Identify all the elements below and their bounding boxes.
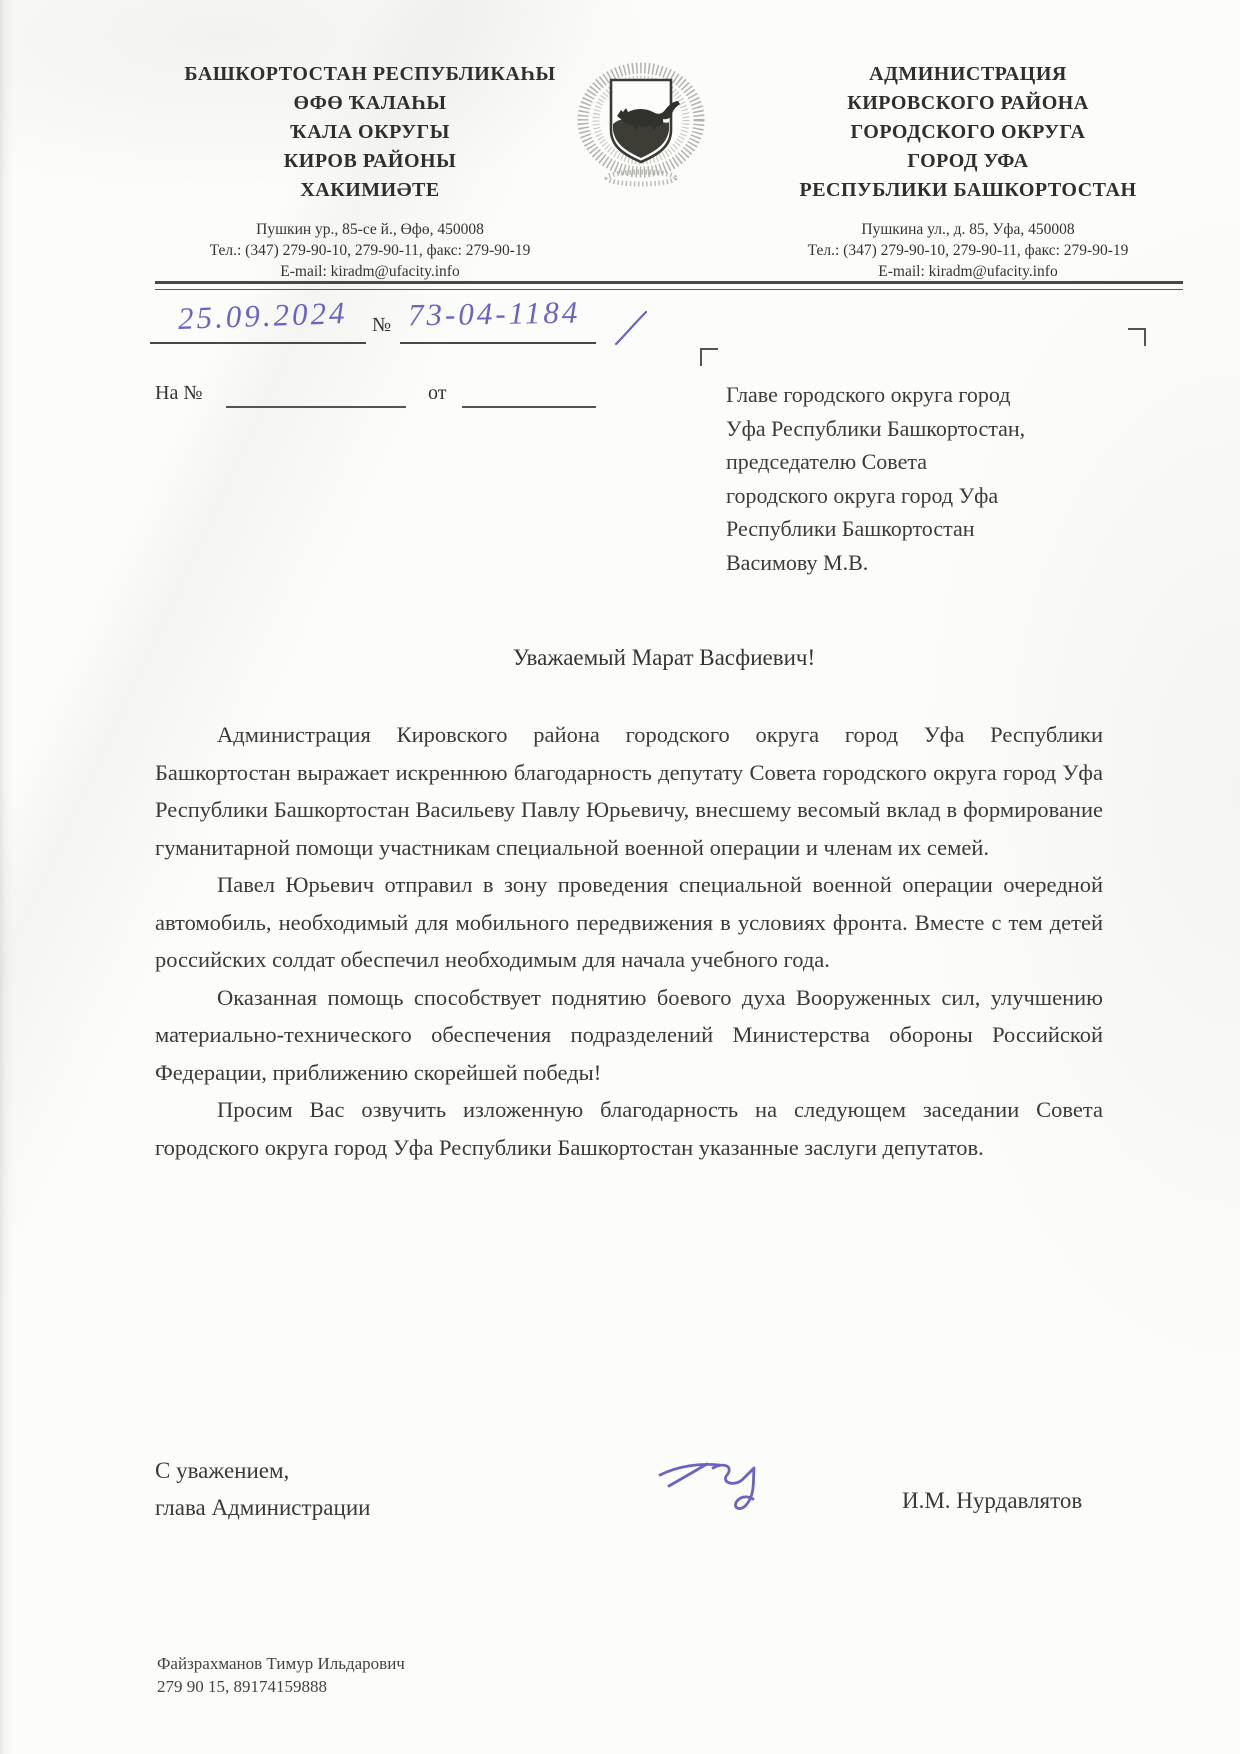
addressee-line: городского округа город Уфа xyxy=(726,482,999,508)
letterhead-divider-rule xyxy=(155,281,1183,284)
email-line: E-mail: kiradm@ufacity.info xyxy=(878,263,1058,280)
letterhead-right-org xyxy=(733,60,1203,205)
signature-handwriting xyxy=(655,1448,773,1520)
org-line: КИРОВСКОГО РАЙОНА xyxy=(847,92,1089,114)
letterhead-right-contacts xyxy=(733,219,1203,282)
coat-of-arms-emblem xyxy=(560,58,722,192)
addressee-block xyxy=(726,378,1106,579)
letterhead-right xyxy=(733,60,1203,282)
org-line: ХАКИМИӘТЕ xyxy=(300,179,440,201)
corner-mark-left xyxy=(700,348,718,366)
outgoing-number-handwritten: 73-04-1184 xyxy=(407,294,581,333)
pen-mark xyxy=(610,308,652,350)
letterhead-left-contacts xyxy=(135,219,605,282)
org-line: ҠАЛА ОКРУГЫ xyxy=(290,121,450,143)
org-line: БАШКОРТОСТАН РЕСПУБЛИКАҺЫ xyxy=(184,63,556,85)
phone-line: Тел.: (347) 279-90-10, 279-90-11, факс: 279-90-19 xyxy=(209,242,531,259)
addressee-line: Васимову М.В. xyxy=(726,549,869,575)
reply-date-underline xyxy=(462,406,596,408)
outgoing-date-handwritten: 25.09.2024 xyxy=(177,295,349,336)
body-paragraph: Администрация Кировского района городского округа город Уфа Республики Башкортостан выражает искреннюю благодарность депутату Совета городского округа город Уфа Республики Башкортостан Васильеву Павлу Юрьевичу, внесшему весомый вклад в формирование гуманитарной помощи участникам специальной военной операции и членам их семей. xyxy=(155,722,1103,860)
letterhead-left-org xyxy=(135,60,605,205)
org-line: ГОРОДСКОГО ОКРУГА xyxy=(850,121,1086,143)
executor-phones: 279 90 15, 89174159888 xyxy=(157,1677,327,1696)
body-paragraph: Оказанная помощь способствует поднятию боевого духа Вооруженных сил, улучшению материально-технического обеспечения подразделений Министерства обороны Российской Федерации, приближению скорейшей победы! xyxy=(155,984,1103,1085)
address-line: Пушкин ур., 85-се й., Өфө, 450008 xyxy=(256,221,484,238)
number-underline xyxy=(400,342,596,344)
letterhead-divider-rule-thin xyxy=(155,289,1183,290)
reply-number-underline xyxy=(226,406,406,408)
org-line: ӨФӨ ҠАЛАҺЫ xyxy=(293,92,447,114)
addressee-line: председателю Совета xyxy=(726,449,927,474)
executor-name: Файзрахманов Тимур Ильдарович xyxy=(157,1654,405,1673)
addressee-line: Республики Башкортостан xyxy=(726,516,975,541)
reply-from-label: от xyxy=(428,382,447,404)
signer-name: И.М. Нурдавлятов xyxy=(902,1488,1083,1513)
ufa-coat-of-arms-icon xyxy=(560,58,722,192)
salutation: Уважаемый Марат Васфиевич! xyxy=(512,645,816,670)
corner-mark-right xyxy=(1128,328,1146,346)
executor-footer xyxy=(157,1652,405,1698)
number-sign-label: № xyxy=(372,314,392,336)
email-line: E-mail: kiradm@ufacity.info xyxy=(280,263,460,280)
letterhead-left xyxy=(135,60,605,282)
address-line: Пушкина ул., д. 85, Уфа, 450008 xyxy=(861,221,1075,238)
org-line: РЕСПУБЛИКИ БАШКОРТОСТАН xyxy=(799,179,1137,201)
org-line: КИРОВ РАЙОНЫ xyxy=(283,150,457,172)
org-line: ГОРОД УФА xyxy=(907,150,1029,172)
reply-to-label: На № xyxy=(155,382,203,404)
signoff-line: С уважением, xyxy=(155,1458,290,1483)
letter-body xyxy=(155,716,1103,1166)
body-paragraph: Павел Юрьевич отправил в зону проведения специальной военной операции очередной автомобиль, необходимый для мобильного передвижения в условиях фронта. Вместе с тем детей российских солдат обеспечил необходимым для начала учебного года. xyxy=(155,872,1103,972)
addressee-line: Главе городского округа город xyxy=(726,382,1011,407)
phone-line: Тел.: (347) 279-90-10, 279-90-11, факс: 279-90-19 xyxy=(807,242,1129,259)
addressee-line: Уфа Республики Башкортостан, xyxy=(726,415,1026,441)
body-paragraph: Просим Вас озвучить изложенную благодарность на следующем заседании Совета городского округа город Уфа Республики Башкортостан указанные заслуги депутатов. xyxy=(155,1097,1103,1160)
signoff-line: глава Администрации xyxy=(155,1495,371,1520)
org-line: АДМИНИСТРАЦИЯ xyxy=(869,63,1067,85)
date-underline xyxy=(150,342,366,344)
signoff-block xyxy=(155,1452,370,1526)
